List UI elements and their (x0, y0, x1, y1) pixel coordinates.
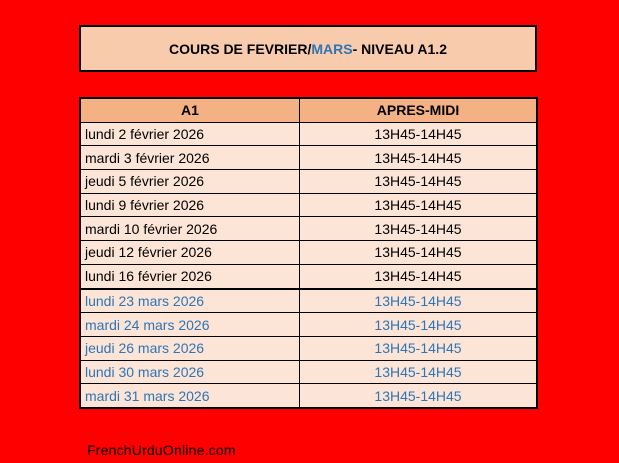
time-cell: 13H45-14H45 (300, 313, 538, 337)
table-row (80, 336, 537, 360)
website-footer: FrenchUrduOnline.com (87, 442, 236, 458)
time-cell: 13H45-14H45 (300, 217, 538, 241)
date-cell: lundi 30 mars 2026 (80, 360, 300, 384)
time-cell: 13H45-14H45 (300, 122, 538, 146)
schedule-table (79, 97, 538, 409)
date-cell: mardi 3 février 2026 (80, 146, 300, 170)
title-suffix: - NIVEAU A1.2 (352, 40, 447, 57)
table-row (80, 170, 537, 194)
date-cell: jeudi 26 mars 2026 (80, 336, 300, 360)
table-header-row (80, 98, 537, 122)
date-cell: lundi 16 février 2026 (80, 264, 300, 288)
time-cell: 13H45-14H45 (300, 360, 538, 384)
table-row (80, 264, 537, 288)
time-cell: 13H45-14H45 (300, 336, 538, 360)
date-cell: mardi 10 février 2026 (80, 217, 300, 241)
header-a1: A1 (80, 98, 300, 122)
date-cell: mardi 24 mars 2026 (80, 313, 300, 337)
page-title (79, 25, 537, 72)
title-highlight: MARS (311, 40, 353, 57)
time-cell: 13H45-14H45 (300, 170, 538, 194)
table-row (80, 384, 537, 408)
time-cell: 13H45-14H45 (300, 289, 538, 313)
date-cell: jeudi 12 février 2026 (80, 241, 300, 265)
table-row (80, 217, 537, 241)
date-cell: mardi 31 mars 2026 (80, 384, 300, 408)
table-body (80, 122, 537, 408)
time-cell: 13H45-14H45 (300, 146, 538, 170)
header-apres-midi: APRES-MIDI (300, 98, 538, 122)
table-row (80, 313, 537, 337)
table-row (80, 360, 537, 384)
date-cell: lundi 9 février 2026 (80, 193, 300, 217)
table-row (80, 241, 537, 265)
date-cell: lundi 2 février 2026 (80, 122, 300, 146)
table-row (80, 289, 537, 313)
title-prefix: COURS DE FEVRIER/ (169, 40, 312, 57)
time-cell: 13H45-14H45 (300, 264, 538, 288)
table-row (80, 193, 537, 217)
time-cell: 13H45-14H45 (300, 384, 538, 408)
table-row (80, 146, 537, 170)
date-cell: lundi 23 mars 2026 (80, 289, 300, 313)
table-row (80, 122, 537, 146)
date-cell: jeudi 5 février 2026 (80, 170, 300, 194)
time-cell: 13H45-14H45 (300, 193, 538, 217)
time-cell: 13H45-14H45 (300, 241, 538, 265)
